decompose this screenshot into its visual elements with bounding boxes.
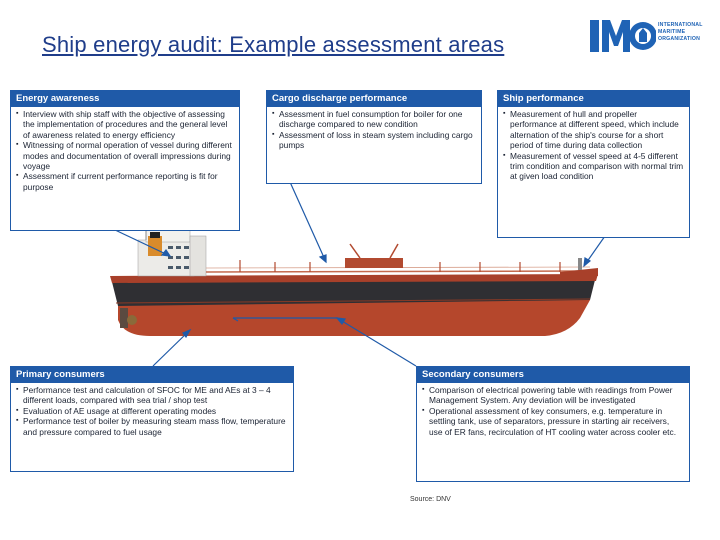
- secondary-consumers-box: [416, 366, 690, 482]
- list-item: ▪ Interview with ship staff with the objective of assessing the implementation of procedures and the general level of awareness related to energy efficiency: [16, 109, 235, 140]
- primary-consumers-box: [10, 366, 294, 472]
- list-item: ▪ Performance test and calculation of SFOC for ME and AEs at 3 – 4 different loads, compared with sea trial / shop test: [16, 385, 289, 406]
- list-item: ▪ Witnessing of normal operation of vessel during different modes and documentation of overall impressions during voyage: [16, 140, 235, 171]
- ship-performance-title: Ship performance: [498, 91, 689, 107]
- list-item: ▪ Assessment of loss in steam system including cargo pumps: [272, 130, 477, 151]
- energy-awareness-list: [11, 109, 239, 192]
- list-item: ▪ Performance test of boiler by measuring steam mass flow, temperature and pressure compared to fuel usage: [16, 416, 289, 437]
- list-item: ▪ Measurement of vessel speed at 4-5 different trim condition and comparison with normal trim at given load condition: [503, 151, 685, 182]
- ship-performance-box: [497, 90, 690, 238]
- energy-awareness-title: Energy awareness: [11, 91, 239, 107]
- secondary-consumers-title: Secondary consumers: [417, 367, 689, 383]
- cargo-discharge-list: [267, 109, 481, 151]
- list-item: ▪ Evaluation of AE usage at different operating modes: [16, 406, 289, 416]
- energy-awareness-box: [10, 90, 240, 231]
- list-item: ▪ Comparison of electrical powering table with readings from Power Management System. Any deviation will be investigated: [422, 385, 685, 406]
- cargo-discharge-title: Cargo discharge performance: [267, 91, 481, 107]
- secondary-consumers-list: [417, 385, 689, 437]
- page-title: Ship energy audit: Example assessment areas: [42, 32, 505, 57]
- list-item: ▪ Assessment in fuel consumption for boiler for one discharge compared to new condition: [272, 109, 477, 130]
- list-item: ▪ Operational assessment of key consumers, e.g. temperature in settling tank, use of separators, pressure in starting air receivers, use of ER fans, recirculation of HT cooling water across cooler etc.: [422, 406, 685, 437]
- cargo-discharge-box: [266, 90, 482, 184]
- primary-consumers-title: Primary consumers: [11, 367, 293, 383]
- org-line-3: ORGANIZATION: [658, 36, 701, 43]
- primary-consumers-list: [11, 385, 293, 437]
- list-item: ▪ Measurement of hull and propeller performance at different speed, which include alternation of the ship's course for a short period of time during data collection: [503, 109, 685, 151]
- source-note: Source: DNV: [410, 496, 451, 503]
- org-line-1: INTERNATIONAL: [658, 22, 703, 28]
- ship-performance-list: [498, 109, 689, 182]
- org-line-2: MARITIME: [658, 29, 686, 36]
- list-item: ▪ Assessment if current performance reporting is fit for purpose: [16, 171, 235, 192]
